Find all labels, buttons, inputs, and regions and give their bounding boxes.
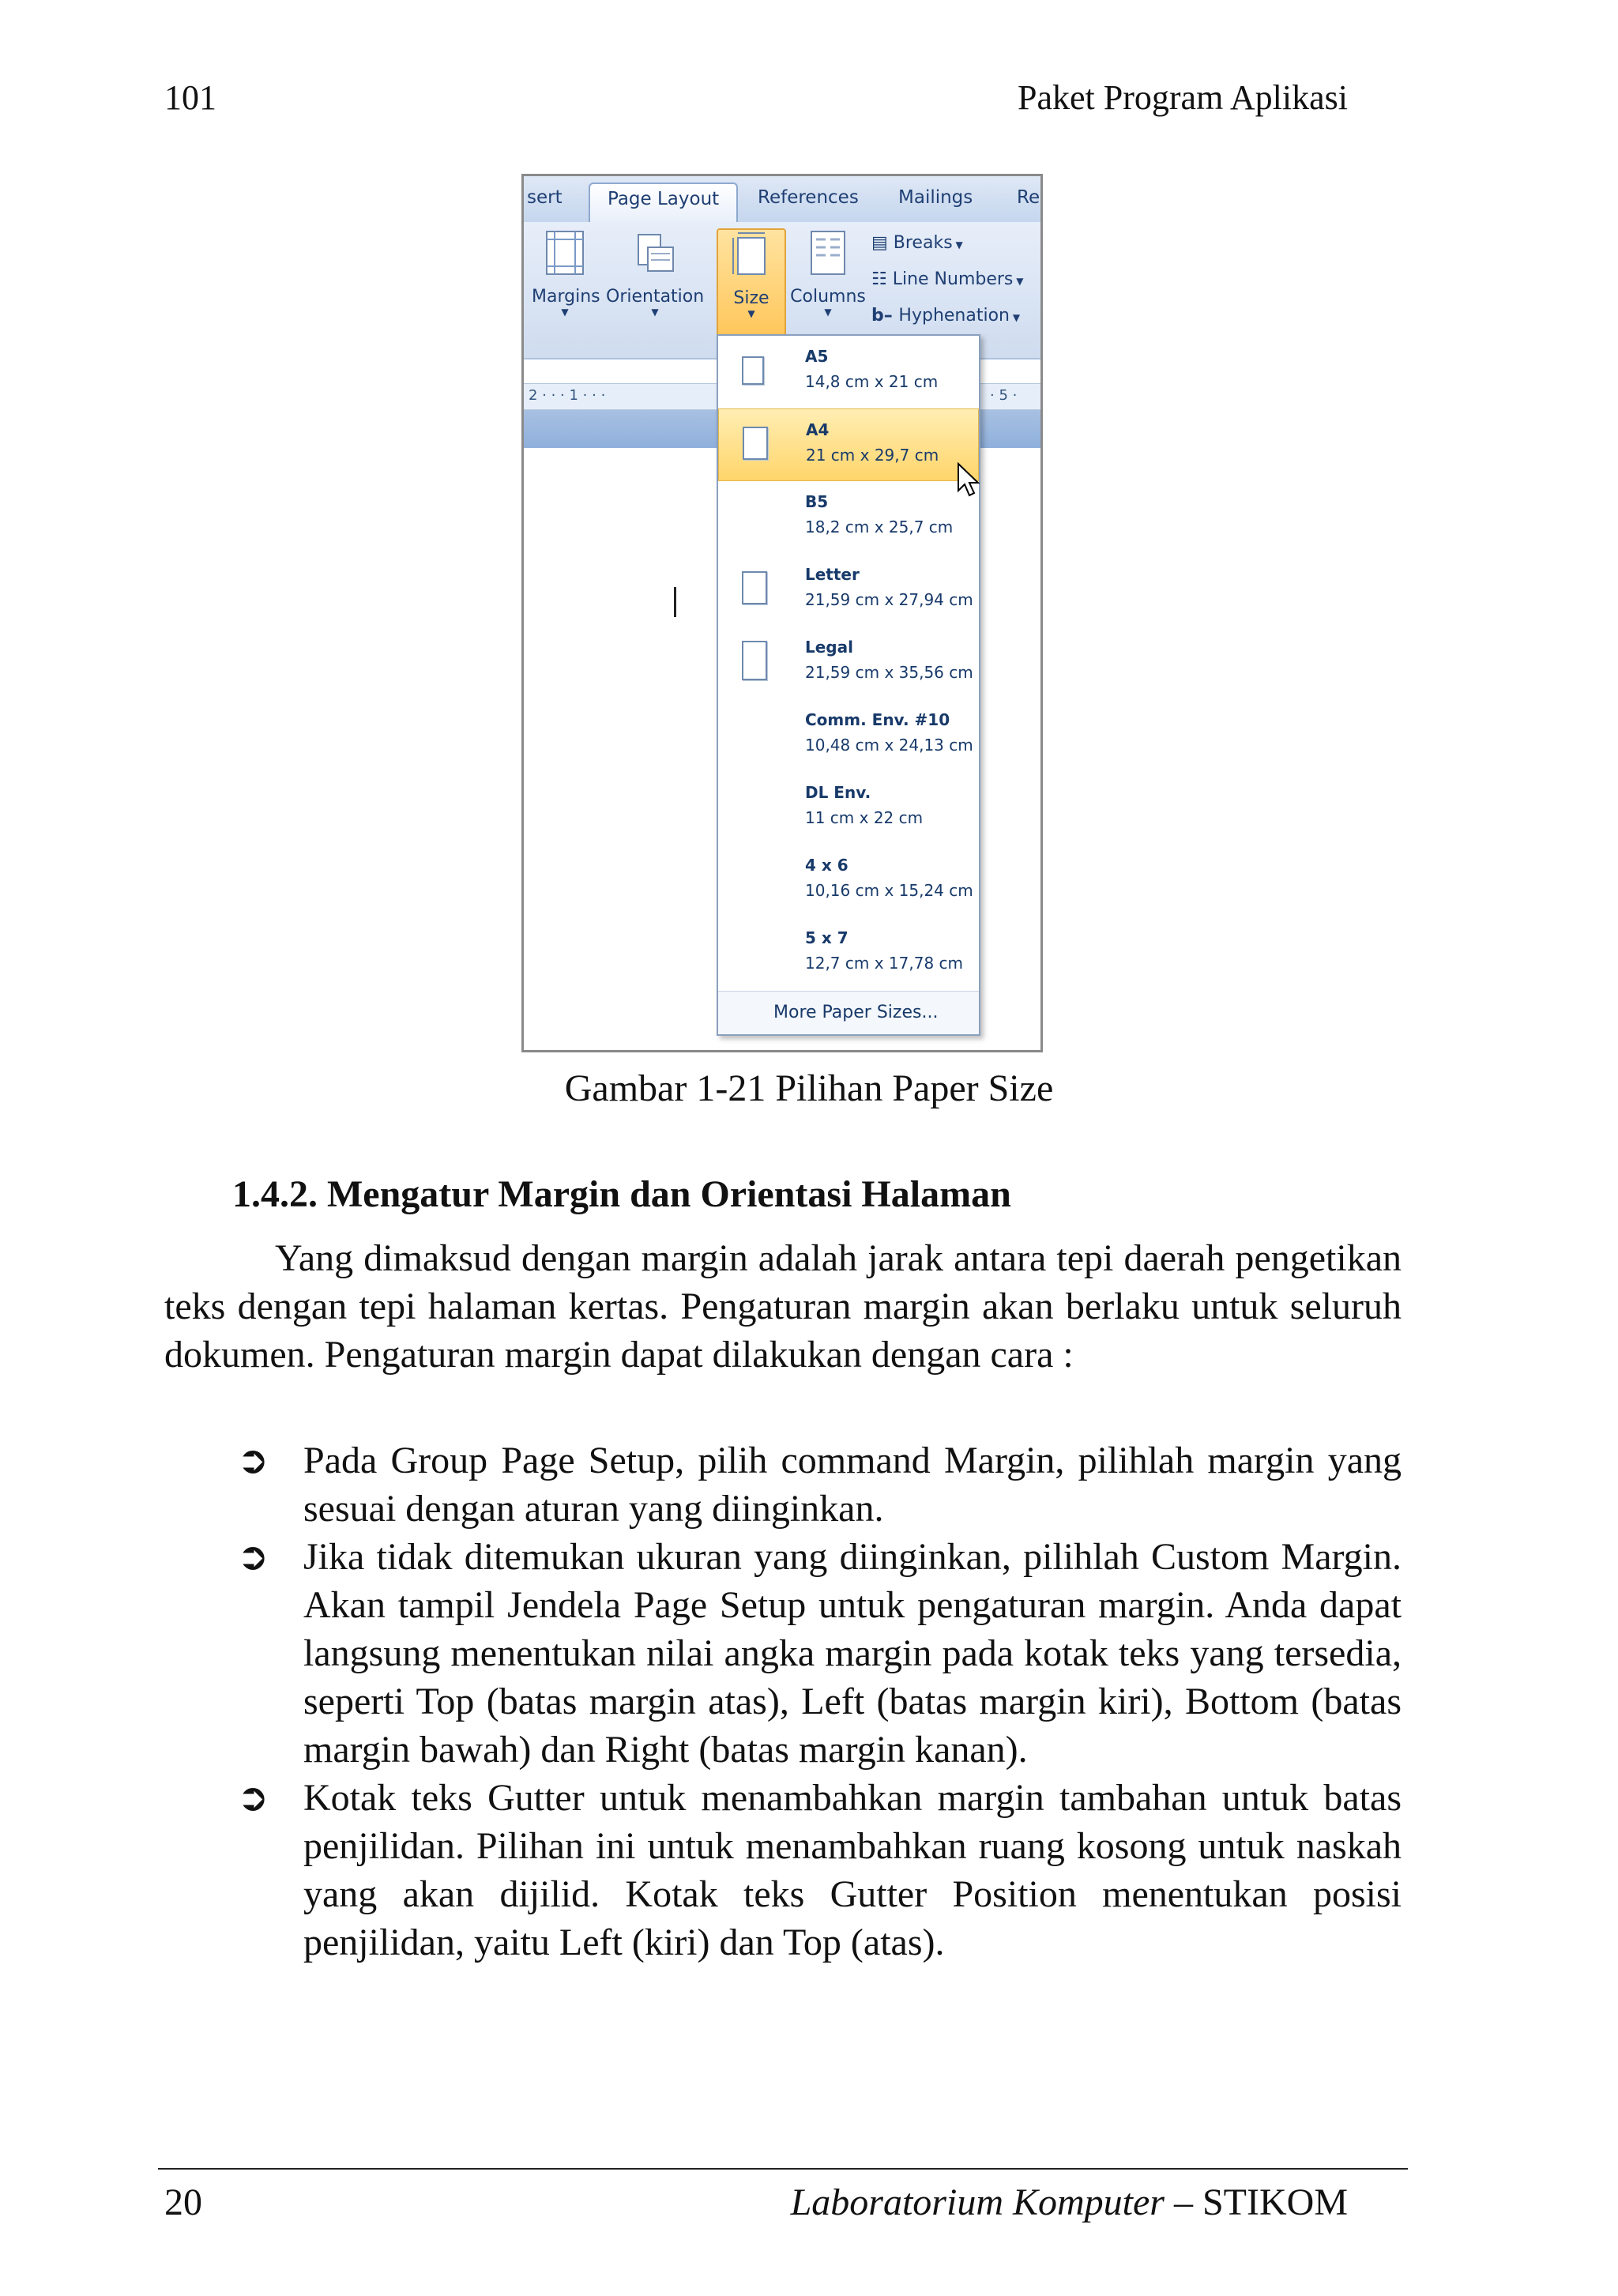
chevron-down-icon: ▼ — [651, 307, 659, 318]
orientation-button[interactable] — [606, 228, 704, 318]
page-icon — [742, 641, 767, 680]
footer-org: STIKOM — [1202, 2181, 1348, 2223]
intro-text: Yang dimaksud dengan margin adalah jarak antara tepi daerah pengetikan teks dengan tepi halaman kertas. Pengaturan margin akan berlaku untuk seluruh dokumen. Pengaturan margin dapat dilakukan dengan cara : — [164, 1237, 1402, 1376]
footer-rule — [158, 2168, 1408, 2170]
columns-button[interactable] — [789, 228, 867, 318]
breaks-label: Breaks — [893, 233, 953, 253]
orientation-icon — [634, 228, 676, 277]
size-option-a5[interactable] — [718, 336, 979, 408]
tab-page-layout[interactable]: Page Layout — [589, 183, 738, 222]
size-label: Size — [733, 288, 769, 308]
size-option-name: B5 — [805, 492, 829, 511]
chevron-down-icon: ▼ — [1013, 276, 1024, 287]
size-option-name: A5 — [805, 347, 829, 366]
size-option-legal[interactable] — [718, 627, 979, 699]
size-option-dims: 10,48 cm x 24,13 cm — [805, 736, 973, 755]
orientation-label: Orientation — [606, 287, 705, 307]
mouse-pointer-icon — [957, 462, 980, 499]
columns-icon — [807, 228, 849, 277]
list-item — [164, 1774, 1402, 1967]
list-item — [164, 1533, 1402, 1774]
arrow-bullet-icon: ➲ — [237, 1438, 269, 1482]
header-title: Paket Program Aplikasi — [1018, 78, 1348, 117]
size-option-name: Letter — [805, 565, 860, 584]
ribbon-tabs — [524, 176, 1043, 223]
size-option-dims: 18,2 cm x 25,7 cm — [805, 518, 954, 536]
margins-label: Margins — [532, 287, 600, 307]
size-button[interactable] — [717, 228, 786, 339]
tab-insert[interactable]: sert — [527, 187, 563, 208]
size-option-dims: 10,16 cm x 15,24 cm — [805, 881, 973, 900]
list-item-text: Kotak teks Gutter untuk menambahkan margin tambahan untuk batas penjilidan. Pilihan ini untuk menambahkan ruang kosong untuk naskah yang akan dijilid. Kotak teks Gutter Position menentukan posisi penjilidan, yaitu Left (kiri) dan Top (atas). — [303, 1777, 1402, 1963]
section-heading: 1.4.2. Mengatur Margin dan Orientasi Halaman — [232, 1173, 1011, 1215]
line-numbers-icon: ☷ — [871, 269, 893, 289]
list-item-text: Pada Group Page Setup, pilih command Margin, pilihlah margin yang sesuai dengan aturan yang diinginkan. — [303, 1440, 1402, 1530]
tab-references[interactable]: References — [758, 187, 859, 208]
intro-paragraph — [164, 1234, 1402, 1379]
size-option-name: Comm. Env. #10 — [805, 710, 950, 729]
list-item-text: Jika tidak ditemukan ukuran yang diinginkan, pilihlah Custom Margin. Akan tampil Jendela Page Setup untuk pengaturan margin. Anda dapat langsung menentukan nilai angka margin pada kotak teks yang tersedia, seperti Top (batas margin atas), Left (batas margin kiri), Bottom (batas margin bawah) dan Right (batas margin kanan). — [303, 1536, 1402, 1771]
size-dropdown-menu — [717, 334, 980, 1036]
size-option-dims: 21,59 cm x 35,56 cm — [805, 663, 973, 682]
size-option-name: 4 x 6 — [805, 856, 849, 875]
footer-credit — [791, 2181, 1348, 2224]
chevron-down-icon: ▼ — [824, 307, 832, 318]
ruler-right-ticks: · 5 · — [990, 387, 1018, 404]
size-option-dl-env[interactable] — [718, 772, 979, 845]
size-option-dims: 21,59 cm x 27,94 cm — [805, 590, 973, 609]
line-numbers-label: Line Numbers — [892, 269, 1014, 289]
figure-screenshot — [521, 174, 1043, 1052]
breaks-button[interactable] — [871, 233, 963, 253]
size-option-dims: 14,8 cm x 21 cm — [805, 372, 939, 391]
text-cursor — [674, 587, 676, 617]
footer-separator: – — [1164, 2181, 1202, 2223]
size-option-name: A4 — [806, 420, 830, 439]
size-option-5x7[interactable] — [718, 917, 979, 990]
arrow-bullet-icon: ➲ — [237, 1534, 269, 1579]
size-option-a4[interactable] — [718, 408, 979, 481]
size-option-name: DL Env. — [805, 783, 871, 802]
ruler-left-ticks: 2 · · · 1 · · · — [529, 387, 606, 404]
line-numbers-button[interactable] — [871, 269, 1023, 289]
size-option-comm-env-10[interactable] — [718, 699, 979, 772]
more-paper-sizes-item[interactable] — [718, 991, 979, 1034]
size-option-b5[interactable] — [718, 481, 979, 554]
hyphenation-icon: b– — [871, 306, 899, 326]
columns-label: Columns — [790, 287, 866, 307]
page-icon — [743, 427, 768, 460]
chevron-down-icon: ▼ — [747, 308, 755, 319]
tab-review[interactable]: Re — [1017, 187, 1040, 208]
page-icon — [742, 571, 767, 604]
bullet-list — [164, 1436, 1402, 1967]
chevron-down-icon: ▼ — [561, 307, 569, 318]
chevron-down-icon: ▼ — [1010, 312, 1021, 323]
size-option-letter[interactable] — [718, 554, 979, 627]
more-paper-sizes-label: More Paper Sizes... — [773, 1003, 939, 1022]
size-option-dims: 11 cm x 22 cm — [805, 808, 924, 827]
list-item — [164, 1436, 1402, 1533]
size-option-dims: 12,7 cm x 17,78 cm — [805, 954, 964, 973]
arrow-bullet-icon: ➲ — [237, 1775, 269, 1820]
size-option-4x6[interactable] — [718, 845, 979, 917]
hyphenation-button[interactable] — [871, 306, 1020, 326]
size-option-name: 5 x 7 — [805, 928, 849, 947]
breaks-icon: ▤ — [871, 233, 894, 253]
size-icon — [730, 230, 773, 279]
page-icon — [742, 356, 764, 385]
margins-icon — [544, 228, 586, 277]
footer-lab: Laboratorium Komputer — [790, 2181, 1165, 2223]
size-option-name: Legal — [805, 638, 853, 657]
tab-mailings[interactable]: Mailings — [898, 187, 973, 208]
footer-page-number: 20 — [164, 2181, 202, 2223]
margins-button[interactable] — [532, 228, 598, 318]
figure-caption: Gambar 1-21 Pilihan Paper Size — [564, 1067, 1054, 1109]
chevron-down-icon: ▼ — [952, 239, 963, 250]
size-option-dims: 21 cm x 29,7 cm — [806, 446, 939, 465]
hyphenation-label: Hyphenation — [898, 306, 1010, 326]
header-page-number: 101 — [164, 78, 216, 117]
